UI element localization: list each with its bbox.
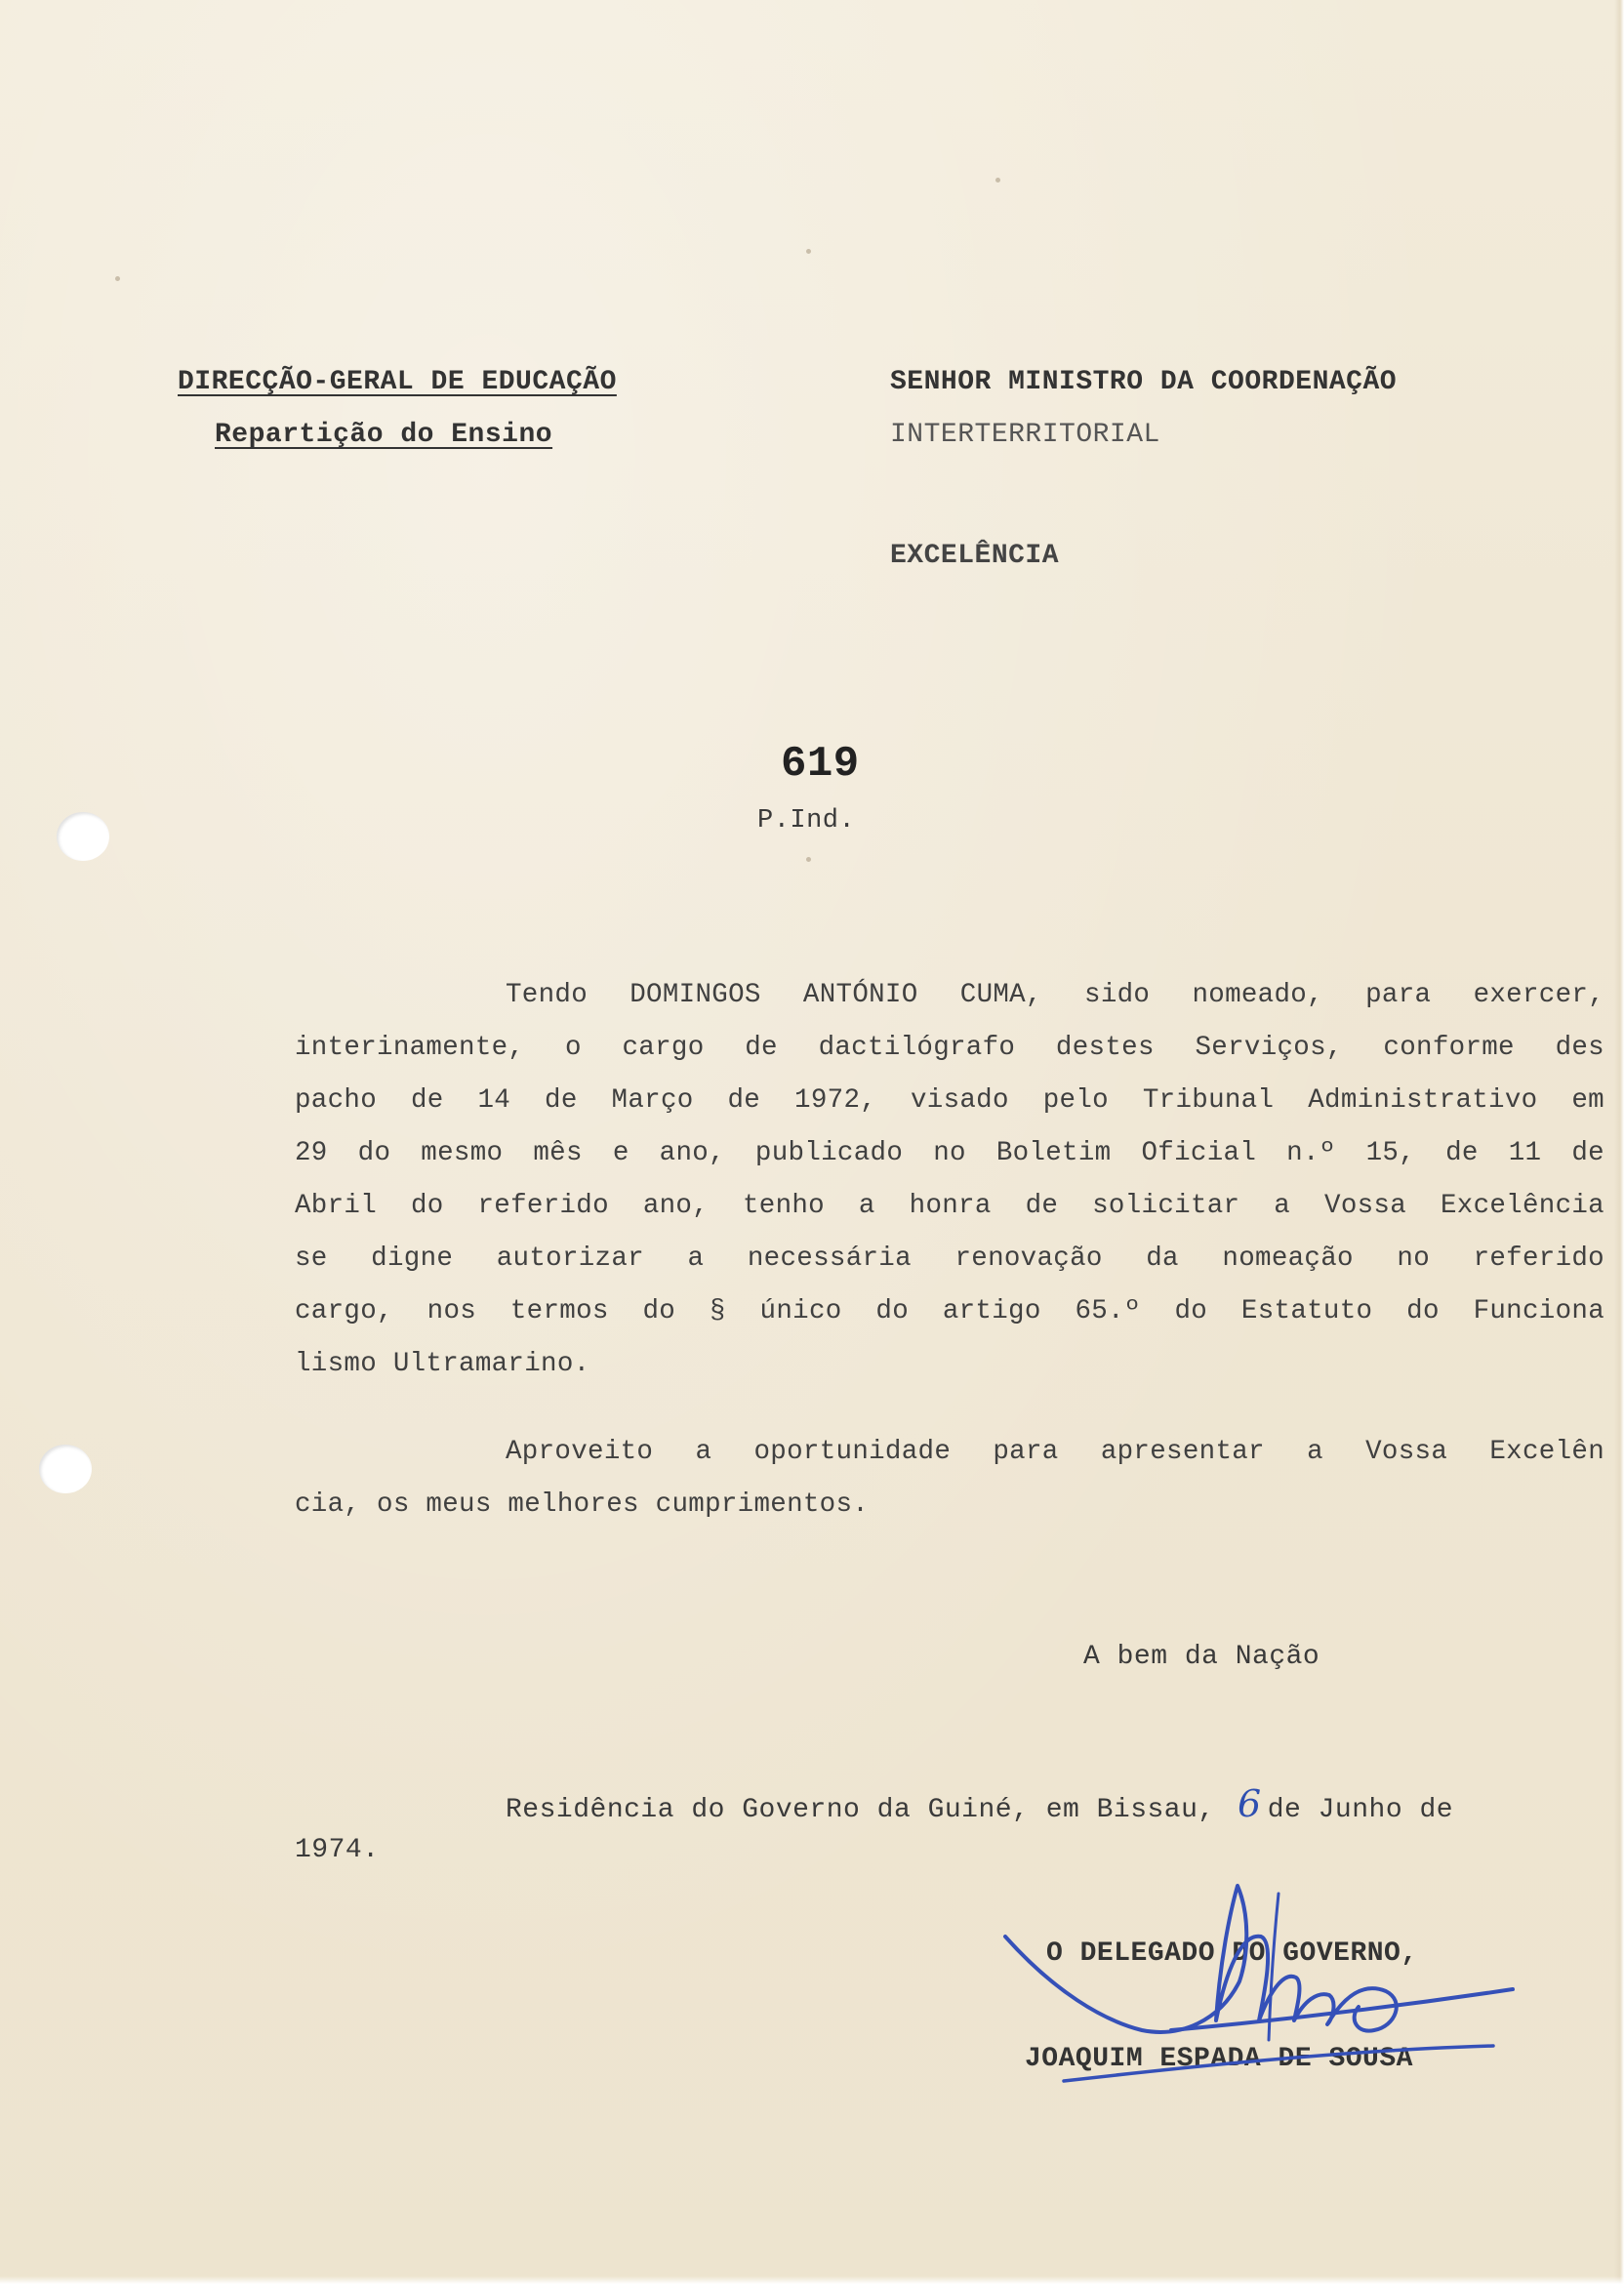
body-line: interinamente, o cargo de dactilógrafo destes Serviços, conforme des — [295, 1033, 1604, 1063]
paper-speck — [806, 249, 811, 254]
date-day-handwritten: 6 — [1238, 1782, 1262, 1825]
body-line: Abril do referido ano, tenho a honra de solicitar a Vossa Excelência — [295, 1191, 1604, 1221]
body-line: cargo, nos termos do § único do artigo 65.º do Estatuto do Funciona — [295, 1296, 1604, 1326]
document-reference: P.Ind. — [757, 806, 856, 836]
body-line: lismo Ultramarino. — [295, 1349, 590, 1379]
paper-speck — [115, 276, 120, 281]
handwritten-signature — [986, 1874, 1532, 2099]
paper-speck — [806, 857, 811, 862]
signatory-name: JOAQUIM ESPADA DE SOUSA — [1025, 2044, 1413, 2074]
recipient-line-2: INTERTERRITORIAL — [890, 420, 1160, 450]
date-prefix: Residência do Governo da Guiné, em Bissau, — [506, 1795, 1215, 1825]
date-line — [506, 1782, 1453, 1825]
body-line: cia, os meus melhores cumprimentos. — [295, 1489, 870, 1520]
signatory-title: O DELEGADO DO GOVERNO, — [1046, 1938, 1418, 1969]
punch-hole-top — [57, 812, 109, 861]
body-line: Tendo DOMINGOS ANTÓNIO CUMA, sido nomeado, para exercer, — [506, 980, 1604, 1010]
sender-department: DIRECÇÃO-GERAL DE EDUCAÇÃO — [178, 367, 617, 397]
body-line: pacho de 14 de Março de 1972, visado pelo Tribunal Administrativo em — [295, 1085, 1604, 1116]
paper-speck — [995, 178, 1000, 183]
body-line: se digne autorizar a necessária renovação da nomeação no referido — [295, 1244, 1604, 1274]
body-line: 29 do mesmo mês e ano, publicado no Boletim Oficial n.º 15, de 11 de — [295, 1138, 1604, 1168]
closing-phrase: A bem da Nação — [1083, 1642, 1320, 1672]
date-suffix: de Junho de — [1267, 1795, 1454, 1825]
body-line: Aproveito a oportunidade para apresentar a Vossa Excelên — [506, 1437, 1604, 1467]
paper-edge-bottom — [0, 2276, 1624, 2284]
date-year: 1974. — [295, 1835, 380, 1865]
document-number: 619 — [781, 740, 860, 789]
paper-edge-right — [1614, 0, 1624, 2284]
sender-section: Repartição do Ensino — [215, 420, 553, 450]
punch-hole-bottom — [39, 1445, 92, 1493]
recipient-line-1: SENHOR MINISTRO DA COORDENAÇÃO — [890, 367, 1398, 397]
salutation: EXCELÊNCIA — [890, 541, 1060, 571]
